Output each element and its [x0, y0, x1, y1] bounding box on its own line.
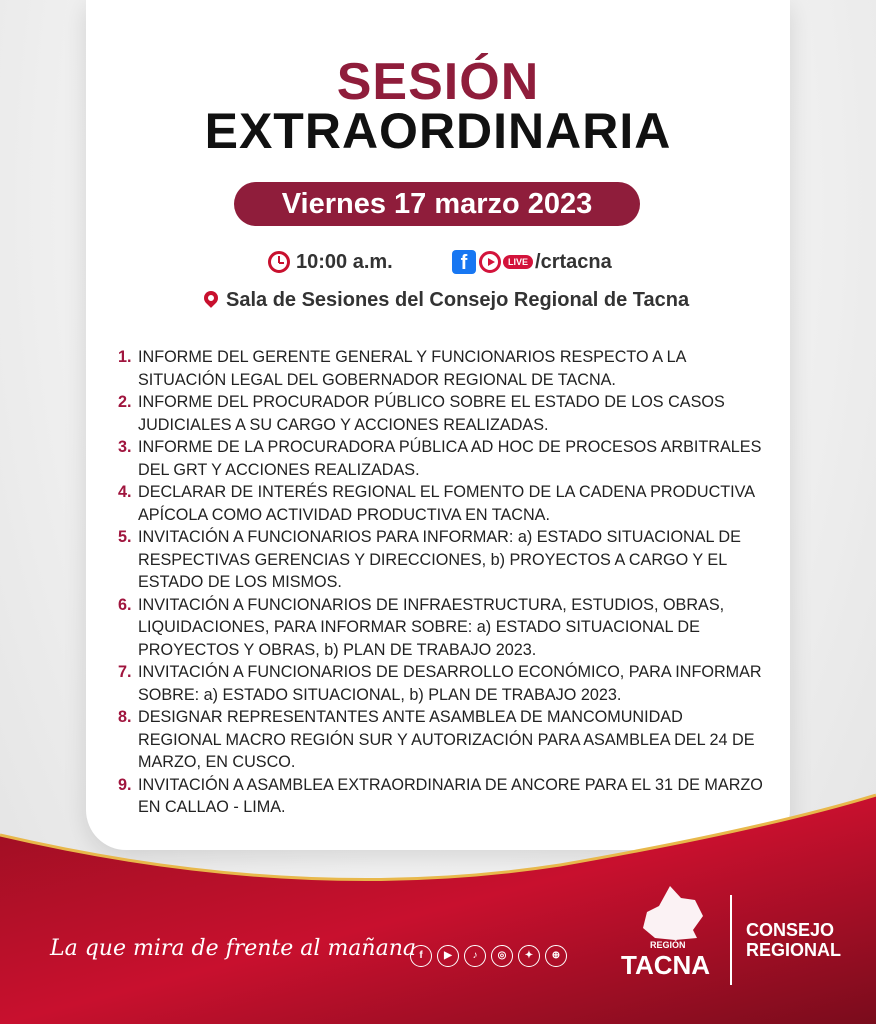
agenda-item: [118, 436, 768, 481]
agenda-item-text: INVITACIÓN A FUNCIONARIOS DE DESARROLLO ECONÓMICO, PARA INFORMAR SOBRE: a) ESTADO SITUACIONAL, b) PLAN DE TRABAJO 2023.: [138, 663, 762, 704]
social-row: [452, 247, 612, 277]
footer-band: [0, 775, 876, 1024]
agenda-item: [118, 706, 768, 774]
agenda-item: [118, 346, 768, 391]
logo-region-label: REGIÓN: [650, 940, 686, 950]
agenda-item-number: 7.: [118, 663, 132, 681]
time-text: 10:00 a.m.: [296, 250, 393, 273]
date-badge: Viernes 17 marzo 2023: [234, 182, 640, 226]
agenda-item-number: 4.: [118, 483, 132, 501]
consejo-line-2: REGIONAL: [746, 940, 842, 960]
agenda-item-number: 5.: [118, 528, 132, 546]
footer-social-icons: [410, 945, 567, 967]
agenda-item-text: INFORME DEL PROCURADOR PÚBLICO SOBRE EL ESTADO DE LOS CASOS JUDICIALES A SU CARGO Y ACCIONES REALIZADAS.: [138, 393, 725, 434]
title-line-2: EXTRAORDINARIA: [204, 103, 672, 159]
youtube-icon: [479, 251, 501, 273]
clock-icon: [268, 251, 290, 273]
agenda-item-number: 9.: [118, 775, 132, 794]
agenda-item: [118, 481, 768, 526]
location-pin-icon: [201, 288, 221, 308]
agenda-item: [118, 391, 768, 436]
agenda-item: [118, 594, 768, 662]
live-badge: LIVE: [503, 255, 533, 269]
facebook-icon: f: [452, 250, 476, 274]
agenda-item-number: 6.: [118, 595, 132, 614]
agenda-item-text: INVITACIÓN A FUNCIONARIOS PARA INFORMAR: a) ESTADO SITUACIONAL DE RESPECTIVAS GERENCIAS Y DIRECCIONES, b) PROYECTOS A CARGO Y EL ESTADO DE LOS MISMOS.: [138, 528, 741, 591]
social-handle: /crtacna: [535, 250, 612, 273]
slogan: La que mira de frente al mañana: [50, 936, 416, 961]
agenda-item-text: INVITACIÓN A FUNCIONARIOS DE INFRAESTRUCTURA, ESTUDIOS, OBRAS, LIQUIDACIONES, PARA INFORMAR SOBRE: a) ESTADO SITUACIONAL DE PROYECTOS Y OBRAS, b) PLAN DE TRABAJO 2023.: [138, 595, 725, 659]
agenda-item-text: INVITACIÓN A ASAMBLEA EXTRAORDINARIA DE ANCORE PARA EL 31 DE MARZO EN CALLAO - LIMA.: [138, 775, 763, 816]
agenda-item-text: INFORME DE LA PROCURADORA PÚBLICA AD HOC DE PROCESOS ARBITRALES DEL GRT Y ACCIONES REALIZADAS.: [138, 438, 762, 479]
logo-tacna-label: TACNA: [621, 950, 711, 980]
instagram-icon: ◎: [491, 945, 513, 967]
agenda-item: [118, 661, 768, 706]
agenda-item-text: INFORME DEL GERENTE GENERAL Y FUNCIONARIOS RESPECTO A LA SITUACIÓN LEGAL DEL GOBERNADOR REGIONAL DE TACNA.: [138, 348, 686, 389]
title-line-1: SESIÓN: [336, 53, 540, 111]
youtube-icon: ▶: [437, 945, 459, 967]
agenda-item-text: DECLARAR DE INTERÉS REGIONAL EL FOMENTO DE LA CADENA PRODUCTIVA APÍCOLA COMO ACTIVIDAD PRODUCTIVA EN TACNA.: [138, 483, 755, 524]
tiktok-icon: ♪: [464, 945, 486, 967]
agenda-list: [118, 346, 768, 819]
twitter-icon: ✦: [518, 945, 540, 967]
agenda-item-text: DESIGNAR REPRESENTANTES ANTE ASAMBLEA DE MANCOMUNIDAD REGIONAL MACRO REGIÓN SUR Y AUTORIZACIÓN PARA ASAMBLEA DEL 24 DE MARZO, EN CUSCO.: [138, 708, 755, 771]
agenda-item-number: 8.: [118, 708, 132, 726]
agenda-item: [118, 526, 768, 594]
location-text: Sala de Sesiones del Consejo Regional de Tacna: [226, 288, 690, 311]
location-row: [204, 285, 689, 315]
consejo-line-1: CONSEJO: [746, 920, 835, 940]
consejo-regional-label: [746, 920, 841, 960]
agenda-item-number: 3.: [118, 438, 132, 456]
agenda-item-number: 2.: [118, 393, 132, 411]
footer-divider: [730, 895, 732, 985]
web-icon: ⊕: [545, 945, 567, 967]
time-row: [268, 247, 393, 277]
agenda-item-number: 1.: [118, 348, 132, 366]
facebook-icon: f: [410, 945, 432, 967]
